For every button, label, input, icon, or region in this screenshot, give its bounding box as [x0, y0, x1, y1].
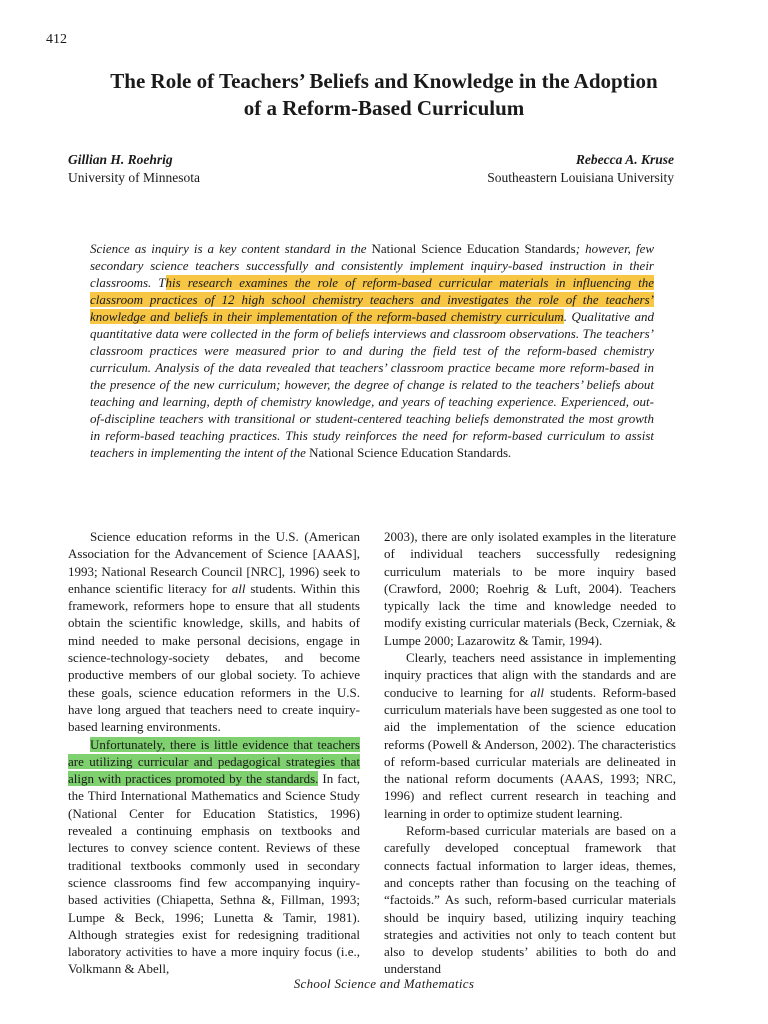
body-paragraph: [68, 528, 360, 736]
author-affiliation: Southeastern Louisiana University: [487, 170, 674, 185]
title-line-1: The Role of Teachers’ Beliefs and Knowledge in the Adoption: [110, 69, 658, 93]
page-number: 412: [46, 32, 67, 47]
body-paragraph: [384, 649, 676, 822]
author-block-2: [487, 151, 674, 187]
abstract-highlight: his research examines the role of reform-based curricular materials in influencing the classroom practices of 12 high school chemistry teachers and investigates the role of the teachers’ knowledge and beliefs in their implementation of the reform-based chemistry curriculum: [90, 275, 654, 324]
body-paragraph: Reform-based curricular materials are based on a carefully developed conceptual framework that connects factual information to larger ideas, themes, and concepts rather than focusing on the teaching of “factoids.” As such, reform-based curricular materials should be inquiry based, utilizing inquiry teaching strategies and activities not only to teach content but also to develop students’ abilities to both do and understand: [384, 823, 676, 977]
abstract-text: ; however, few secondary science teachers successfully and consistently implement inquiry-based instruction in their classrooms. T: [90, 241, 655, 290]
journal-footer: School Science and Mathematics: [293, 976, 475, 991]
emphasis-text: all: [231, 580, 246, 596]
body-text: Science education reforms in the U.S. (American Association for the Advancement of Science [AAAS], 1993; National Research Council [NRC], 1996) seek to enhance scientific literacy for: [68, 529, 360, 596]
body-text: students. Within this framework, reformers hope to ensure that all students obtain the scientific knowledge, skills, and habits of mind needed to make personal decisions, engage in science-technology-society debates, and become productive members of our global society. To achieve these goals, science education reformers in the U.S. have long argued that teachers need to create inquiry-based learning environments.: [68, 580, 360, 735]
author-name: Rebecca A. Kruse: [575, 152, 674, 167]
abstract-text: Science as inquiry is a key content standard in the: [90, 241, 372, 256]
abstract-text: . Qualitative and quantitative data were collected in the form of beliefs interviews and classroom observations. The teachers’ classroom practices were measured prior to and during the field test of the reform-based chemistry curriculum. Analysis of the data revealed that teachers’ classroom practice became more reform-based in the presence of the new curriculum; however, the degree of change is related to the teachers’ beliefs about teaching and learning, depth of chemistry knowledge, and years of teaching experience. Experienced, out-of-discipline teachers with transitional or student-centered teaching beliefs demonstrated the most growth in reform-based teaching practices. This study reinforces the need for reform-based curriculum to assist teachers in implementing the intent of the: [90, 309, 654, 460]
body-column-right: [384, 528, 676, 978]
title-line-2: of a Reform-Based Curriculum: [243, 96, 525, 120]
standards-title: National Science Education Standards: [371, 241, 576, 256]
body-paragraph: [68, 736, 360, 978]
body-text: students. Reform-based curriculum materials have been suggested as one tool to aid the implementation of the science education reforms (Powell & Anderson, 2002). The characteristics of reform-based curricular materials are delineated in the national reform documents (AAAS, 1993; NRC, 1996) and reflect current research in teaching and learning in order to optimize student learning.: [384, 684, 676, 821]
body-highlight: Unfortunately, there is little evidence that teachers are utilizing curricular and pedagogical strategies that align with practices promoted by the standards.: [68, 736, 360, 787]
author-block-1: [68, 151, 200, 187]
article-title: [60, 68, 708, 122]
emphasis-text: all: [530, 684, 544, 700]
body-column-left: [68, 528, 360, 978]
body-paragraph: 2003), there are only isolated examples in the literature of individual teachers successfully redesigning curriculum materials to be more inquiry based (Crawford, 2000; Roehrig & Luft, 2004). Teachers typically lack the time and knowledge needed to modify existing curricular materials (Beck, Czerniak, & Lumpe 2000; Lazarowitz & Tamir, 1994).: [384, 529, 676, 648]
abstract: [90, 240, 654, 461]
author-name: Gillian H. Roehrig: [68, 152, 173, 167]
body-text: In fact, the Third International Mathematics and Science Study (National Center for Education Statistics, 1996) revealed a continuing emphasis on textbooks and lectures to convey science content. Reviews of these traditional textbooks commonly used in secondary science classrooms find few accompanying inquiry-based activities (Chiapetta, Sethna &, Fillman, 1993; Lumpe & Beck, 1996; Lunetta & Tamir, 1981). Although strategies exist for redesigning traditional laboratory activities to have a more inquiry focus (i.e., Volkmann & Abell,: [68, 771, 361, 977]
body-text: Clearly, teachers need assistance in implementing inquiry practices that align with the standards and are conducive to learning for: [384, 650, 676, 700]
abstract-text: .: [508, 445, 512, 460]
standards-title: National Science Education Standards: [309, 445, 509, 460]
author-affiliation: University of Minnesota: [68, 170, 200, 185]
